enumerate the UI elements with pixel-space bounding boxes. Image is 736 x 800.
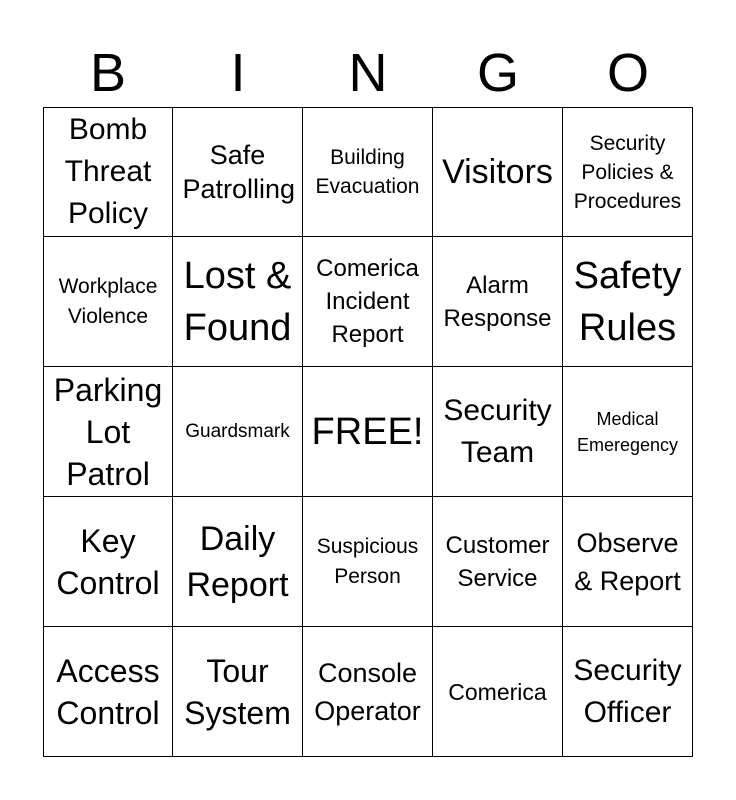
- bingo-cell[interactable]: [433, 107, 563, 237]
- bingo-cell[interactable]: [433, 367, 563, 497]
- cell-label: Comerica Incident Report: [316, 255, 419, 348]
- bingo-cell[interactable]: [563, 367, 693, 497]
- header-letter-g: G: [476, 43, 519, 103]
- cell-label: Security Policies & Procedures: [573, 131, 682, 213]
- header-letter-n: N: [348, 43, 388, 103]
- cell-label: Visitors: [442, 153, 553, 191]
- bingo-cell[interactable]: [43, 627, 173, 757]
- bingo-cell[interactable]: [43, 367, 173, 497]
- bingo-cell[interactable]: [43, 497, 173, 627]
- header-letter-b: B: [89, 43, 127, 103]
- cell-label: FREE!: [311, 410, 424, 453]
- bingo-cell[interactable]: [563, 497, 693, 627]
- cell-label: Daily Report: [186, 519, 289, 604]
- bingo-cell[interactable]: [173, 107, 303, 237]
- bingo-cell[interactable]: [563, 237, 693, 367]
- bingo-cell[interactable]: [303, 497, 433, 627]
- bingo-cell[interactable]: [303, 237, 433, 367]
- cell-label: Workplace Violence: [58, 274, 158, 328]
- bingo-cell[interactable]: [173, 367, 303, 497]
- bingo-cell[interactable]: [563, 107, 693, 237]
- bingo-cell[interactable]: [563, 627, 693, 757]
- bingo-cell[interactable]: [433, 237, 563, 367]
- cell-label: Medical Emeregency: [576, 408, 679, 455]
- bingo-cell[interactable]: [433, 627, 563, 757]
- cell-label: Suspicious Person: [316, 534, 419, 588]
- bingo-board: [43, 107, 693, 757]
- cell-label: Lost & Found: [183, 254, 292, 349]
- bingo-cell[interactable]: [303, 627, 433, 757]
- cell-label: Security Team: [443, 393, 552, 469]
- bingo-cell[interactable]: [303, 107, 433, 237]
- cell-label: Comerica: [448, 678, 547, 705]
- cell-label: Access Control: [56, 652, 160, 731]
- bingo-cell[interactable]: [173, 627, 303, 757]
- header-letter-i: I: [230, 43, 246, 103]
- cell-label: Safe Patrolling: [182, 140, 296, 204]
- bingo-cell[interactable]: [43, 107, 173, 237]
- cell-label: Customer Service: [445, 531, 550, 592]
- cell-label: Console Operator: [314, 657, 421, 726]
- cell-label: Key Control: [56, 522, 160, 601]
- cell-label: Security Officer: [573, 653, 682, 729]
- header-letter-o: O: [606, 43, 649, 103]
- bingo-cell free-space[interactable]: [303, 367, 433, 497]
- cell-label: Guardsmark: [185, 420, 290, 442]
- cell-label: Bomb Threat Policy: [64, 113, 152, 230]
- cell-label: Alarm Response: [443, 271, 552, 332]
- cell-label: Safety Rules: [573, 254, 682, 349]
- bingo-cell[interactable]: [173, 237, 303, 367]
- bingo-cell[interactable]: [43, 237, 173, 367]
- bingo-cell[interactable]: [433, 497, 563, 627]
- cell-label: Observe & Report: [574, 527, 681, 596]
- cell-label: Parking Lot Patrol: [53, 371, 163, 492]
- bingo-header: [43, 40, 693, 106]
- bingo-cell[interactable]: [173, 497, 303, 627]
- cell-label: Building Evacuation: [315, 146, 420, 198]
- cell-label: Tour System: [184, 652, 291, 731]
